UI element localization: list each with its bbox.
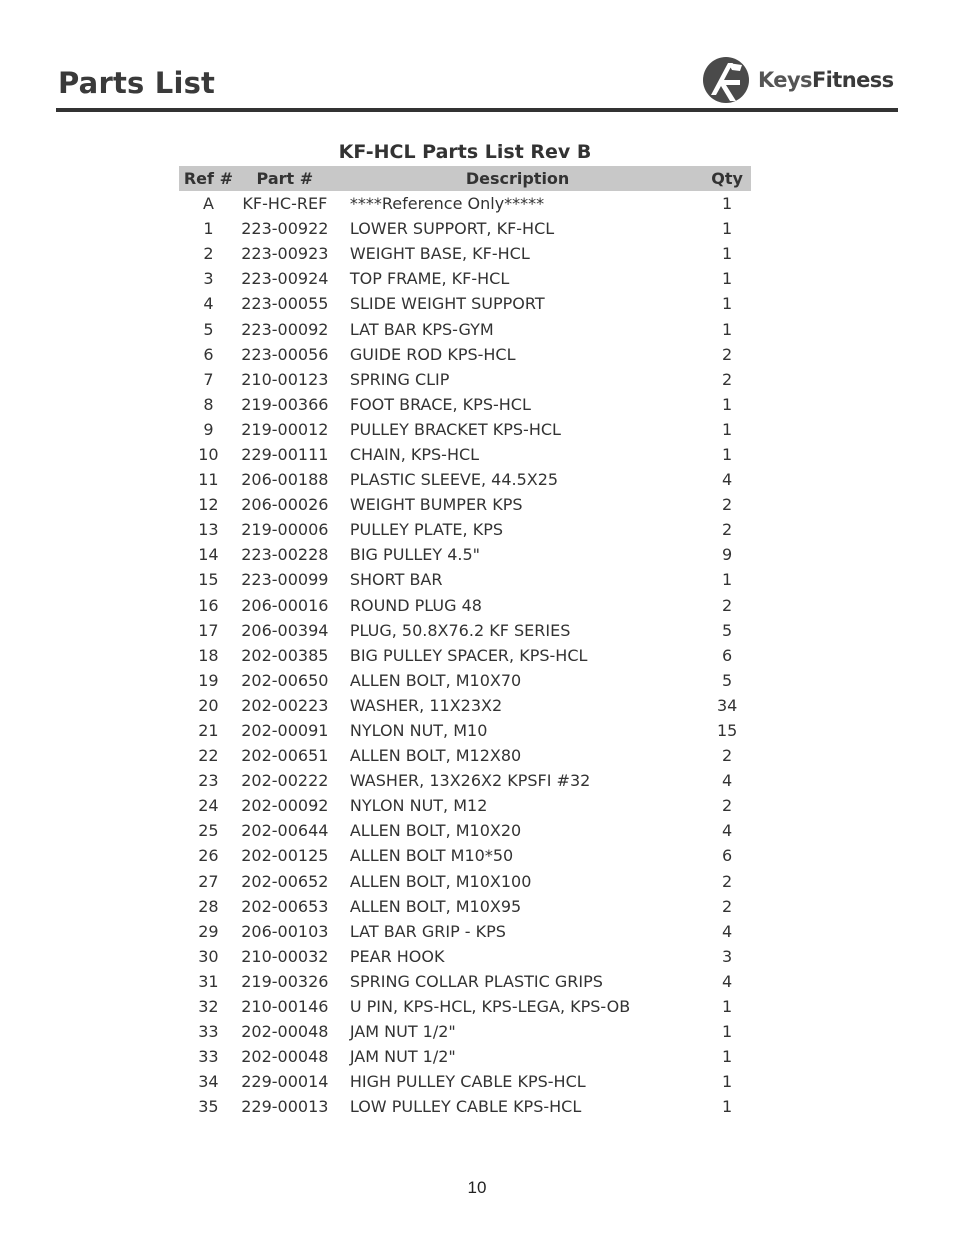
table-row [179,994,751,1019]
cell-description: ALLEN BOLT, M10X70 [349,670,522,690]
table-row [179,818,751,843]
cell-description: BIG PULLEY SPACER, KPS-HCL [349,645,588,665]
cell-qty: 2 [722,896,733,916]
table-row [179,969,751,994]
cell-ref: 14 [198,545,219,565]
cell-description: CHAIN, KPS-HCL [349,444,480,464]
cell-part: 219-00012 [241,419,329,439]
cell-part: 202-00092 [241,796,329,816]
cell-description: HIGH PULLEY CABLE KPS-HCL [349,1072,586,1092]
page-title: Parts List [58,66,216,100]
cell-part: 223-00924 [241,269,329,289]
cell-ref: 34 [198,1072,219,1092]
cell-ref: A [202,194,214,214]
cell-description: TOP FRAME, KF-HCL [349,269,510,289]
cell-ref: 19 [198,670,219,690]
cell-qty: 6 [722,846,733,866]
cell-part: 229-00013 [241,1097,329,1117]
cell-ref: 7 [203,369,214,389]
cell-ref: 13 [198,520,219,540]
cell-qty: 1 [722,997,733,1017]
table-row [179,542,751,567]
table-row [179,1044,751,1069]
parts-table [179,166,751,1119]
cell-part: 229-00014 [241,1072,329,1092]
cell-part: 202-00222 [241,771,329,791]
cell-part: KF-HC-REF [242,194,328,214]
cell-ref: 4 [203,294,214,314]
table-row [179,1094,751,1119]
table-row [179,417,751,442]
logo-text-keys: Keys [758,68,812,92]
cell-part: 202-00644 [241,821,329,841]
cell-description: GUIDE ROD KPS-HCL [349,344,516,364]
cell-qty: 1 [722,194,733,214]
keys-fitness-logo-text [758,68,894,92]
keys-fitness-logo-icon [702,55,750,105]
table-row [179,668,751,693]
table-row [179,442,751,467]
header-rule [56,108,898,112]
cell-description: PEAR HOOK [349,946,445,966]
cell-ref: 3 [203,269,214,289]
cell-part: 223-00055 [241,294,329,314]
table-row [179,1019,751,1044]
cell-part: 206-00394 [241,620,329,640]
cell-part: 202-00091 [241,721,329,741]
cell-part: 210-00032 [241,946,329,966]
column-header-ref: Ref # [179,166,238,191]
cell-description: ALLEN BOLT, M12X80 [349,746,522,766]
parts-table-header-row [179,166,751,191]
table-row [179,944,751,969]
cell-description: WASHER, 11X23X2 [349,695,503,715]
cell-qty: 5 [722,620,733,640]
table-row [179,1069,751,1094]
table-row [179,693,751,718]
cell-ref: 1 [203,219,214,239]
cell-description: PULLEY BRACKET KPS-HCL [349,419,561,439]
cell-part: 223-00056 [241,344,329,364]
cell-description: JAM NUT 1/2" [349,1022,456,1042]
cell-part: 202-00385 [241,645,329,665]
cell-ref: 5 [203,319,214,339]
cell-description: LAT BAR GRIP - KPS [349,921,506,941]
cell-part: 219-00326 [241,971,329,991]
cell-qty: 15 [716,721,738,741]
cell-part: 206-00016 [241,595,329,615]
table-row [179,467,751,492]
table-row [179,241,751,266]
table-title: KF-HCL Parts List Rev B [338,141,592,163]
table-row [179,216,751,241]
cell-ref: 24 [198,796,219,816]
page-number: 10 [467,1178,487,1197]
cell-part: 206-00103 [241,921,329,941]
cell-part: 202-00653 [241,896,329,916]
cell-ref: 8 [203,394,214,414]
table-row [179,367,751,392]
cell-ref: 29 [198,921,219,941]
cell-qty: 2 [722,871,733,891]
cell-qty: 34 [716,695,738,715]
cell-qty: 6 [722,645,733,665]
column-header-description: Description [332,166,703,191]
cell-qty: 2 [722,796,733,816]
cell-part: 202-00650 [241,670,329,690]
cell-ref: 18 [198,645,219,665]
cell-description: PULLEY PLATE, KPS [349,520,503,540]
cell-part: 223-00092 [241,319,329,339]
cell-description: PLUG, 50.8X76.2 KF SERIES [349,620,571,640]
parts-table-body [179,191,751,1119]
cell-ref: 17 [198,620,219,640]
cell-qty: 3 [722,946,733,966]
cell-qty: 1 [722,419,733,439]
cell-part: 202-00223 [241,695,329,715]
cell-ref: 2 [203,244,214,264]
cell-qty: 1 [722,570,733,590]
cell-part: 202-00048 [241,1047,329,1067]
cell-qty: 2 [722,746,733,766]
table-row [179,869,751,894]
cell-qty: 1 [722,244,733,264]
cell-qty: 2 [722,520,733,540]
cell-ref: 9 [203,419,214,439]
table-row [179,291,751,316]
cell-description: ****Reference Only***** [349,194,545,214]
cell-description: SHORT BAR [349,570,443,590]
cell-ref: 31 [198,971,219,991]
table-row [179,316,751,341]
cell-description: ALLEN BOLT, M10X100 [349,871,532,891]
cell-qty: 4 [722,470,733,490]
cell-ref: 21 [198,721,219,741]
cell-description: SPRING COLLAR PLASTIC GRIPS [349,971,603,991]
cell-qty: 1 [722,269,733,289]
table-row [179,718,751,743]
cell-description: U PIN, KPS-HCL, KPS-LEGA, KPS-OB [349,997,631,1017]
cell-part: 210-00123 [241,369,329,389]
table-row [179,793,751,818]
table-row [179,618,751,643]
cell-description: WEIGHT BASE, KF-HCL [349,244,530,264]
cell-description: LOWER SUPPORT, KF-HCL [349,219,555,239]
cell-part: 202-00651 [241,746,329,766]
cell-ref: 15 [198,570,219,590]
table-row [179,768,751,793]
cell-part: 229-00111 [241,444,329,464]
cell-ref: 20 [198,695,219,715]
cell-qty: 1 [722,319,733,339]
cell-qty: 2 [722,369,733,389]
table-row [179,492,751,517]
cell-description: WEIGHT BUMPER KPS [349,495,523,515]
cell-qty: 1 [722,219,733,239]
cell-part: 206-00188 [241,470,329,490]
cell-description: ALLEN BOLT M10*50 [349,846,514,866]
keys-fitness-logo [702,55,894,105]
cell-ref: 27 [198,871,219,891]
cell-description: BIG PULLEY 4.5" [349,545,480,565]
logo-text-fitness: Fitness [811,68,894,92]
cell-ref: 28 [198,896,219,916]
cell-part: 223-00228 [241,545,329,565]
cell-ref: 35 [198,1097,219,1117]
cell-description: ROUND PLUG 48 [349,595,482,615]
cell-ref: 33 [198,1022,219,1042]
cell-ref: 32 [198,997,219,1017]
cell-description: LAT BAR KPS-GYM [349,319,494,339]
cell-description: ALLEN BOLT, M10X95 [349,896,522,916]
table-row [179,517,751,542]
cell-description: NYLON NUT, M10 [349,721,488,741]
cell-description: JAM NUT 1/2" [349,1047,456,1067]
cell-part: 223-00922 [241,219,329,239]
cell-description: SLIDE WEIGHT SUPPORT [349,294,545,314]
cell-qty: 1 [722,1097,733,1117]
cell-part: 202-00048 [241,1022,329,1042]
cell-ref: 23 [198,771,219,791]
cell-part: 223-00099 [241,570,329,590]
cell-ref: 6 [203,344,214,364]
cell-description: SPRING CLIP [349,369,450,389]
table-row [179,342,751,367]
cell-ref: 26 [198,846,219,866]
table-row [179,392,751,417]
cell-qty: 9 [722,545,733,565]
cell-qty: 4 [722,771,733,791]
column-header-part: Part # [238,166,332,191]
cell-qty: 4 [722,821,733,841]
cell-ref: 33 [198,1047,219,1067]
cell-description: NYLON NUT, M12 [349,796,488,816]
column-header-qty: Qty [703,166,751,191]
cell-description: LOW PULLEY CABLE KPS-HCL [349,1097,582,1117]
cell-part: 223-00923 [241,244,329,264]
cell-ref: 12 [198,495,219,515]
cell-qty: 1 [722,1022,733,1042]
cell-description: FOOT BRACE, KPS-HCL [349,394,531,414]
table-row [179,266,751,291]
cell-description: ALLEN BOLT, M10X20 [349,821,522,841]
cell-qty: 1 [722,1047,733,1067]
cell-part: 206-00026 [241,495,329,515]
table-row [179,593,751,618]
table-row [179,894,751,919]
cell-qty: 1 [722,294,733,314]
cell-qty: 1 [722,394,733,414]
table-row [179,567,751,592]
cell-qty: 5 [722,670,733,690]
cell-qty: 2 [722,344,733,364]
cell-part: 202-00652 [241,871,329,891]
table-row [179,843,751,868]
cell-qty: 2 [722,595,733,615]
table-row [179,919,751,944]
table-row [179,191,751,216]
table-row [179,743,751,768]
cell-ref: 25 [198,821,219,841]
cell-part: 219-00366 [241,394,329,414]
cell-qty: 1 [722,1072,733,1092]
cell-ref: 16 [198,595,219,615]
cell-ref: 11 [198,470,219,490]
cell-ref: 10 [198,444,219,464]
cell-description: PLASTIC SLEEVE, 44.5X25 [349,470,559,490]
cell-description: WASHER, 13X26X2 KPSFI #32 [349,771,591,791]
cell-qty: 4 [722,921,733,941]
cell-ref: 22 [198,746,219,766]
cell-ref: 30 [198,946,219,966]
cell-part: 219-00006 [241,520,329,540]
cell-qty: 1 [722,444,733,464]
cell-part: 210-00146 [241,997,329,1017]
cell-qty: 4 [722,971,733,991]
cell-part: 202-00125 [241,846,329,866]
cell-qty: 2 [722,495,733,515]
table-row [179,643,751,668]
